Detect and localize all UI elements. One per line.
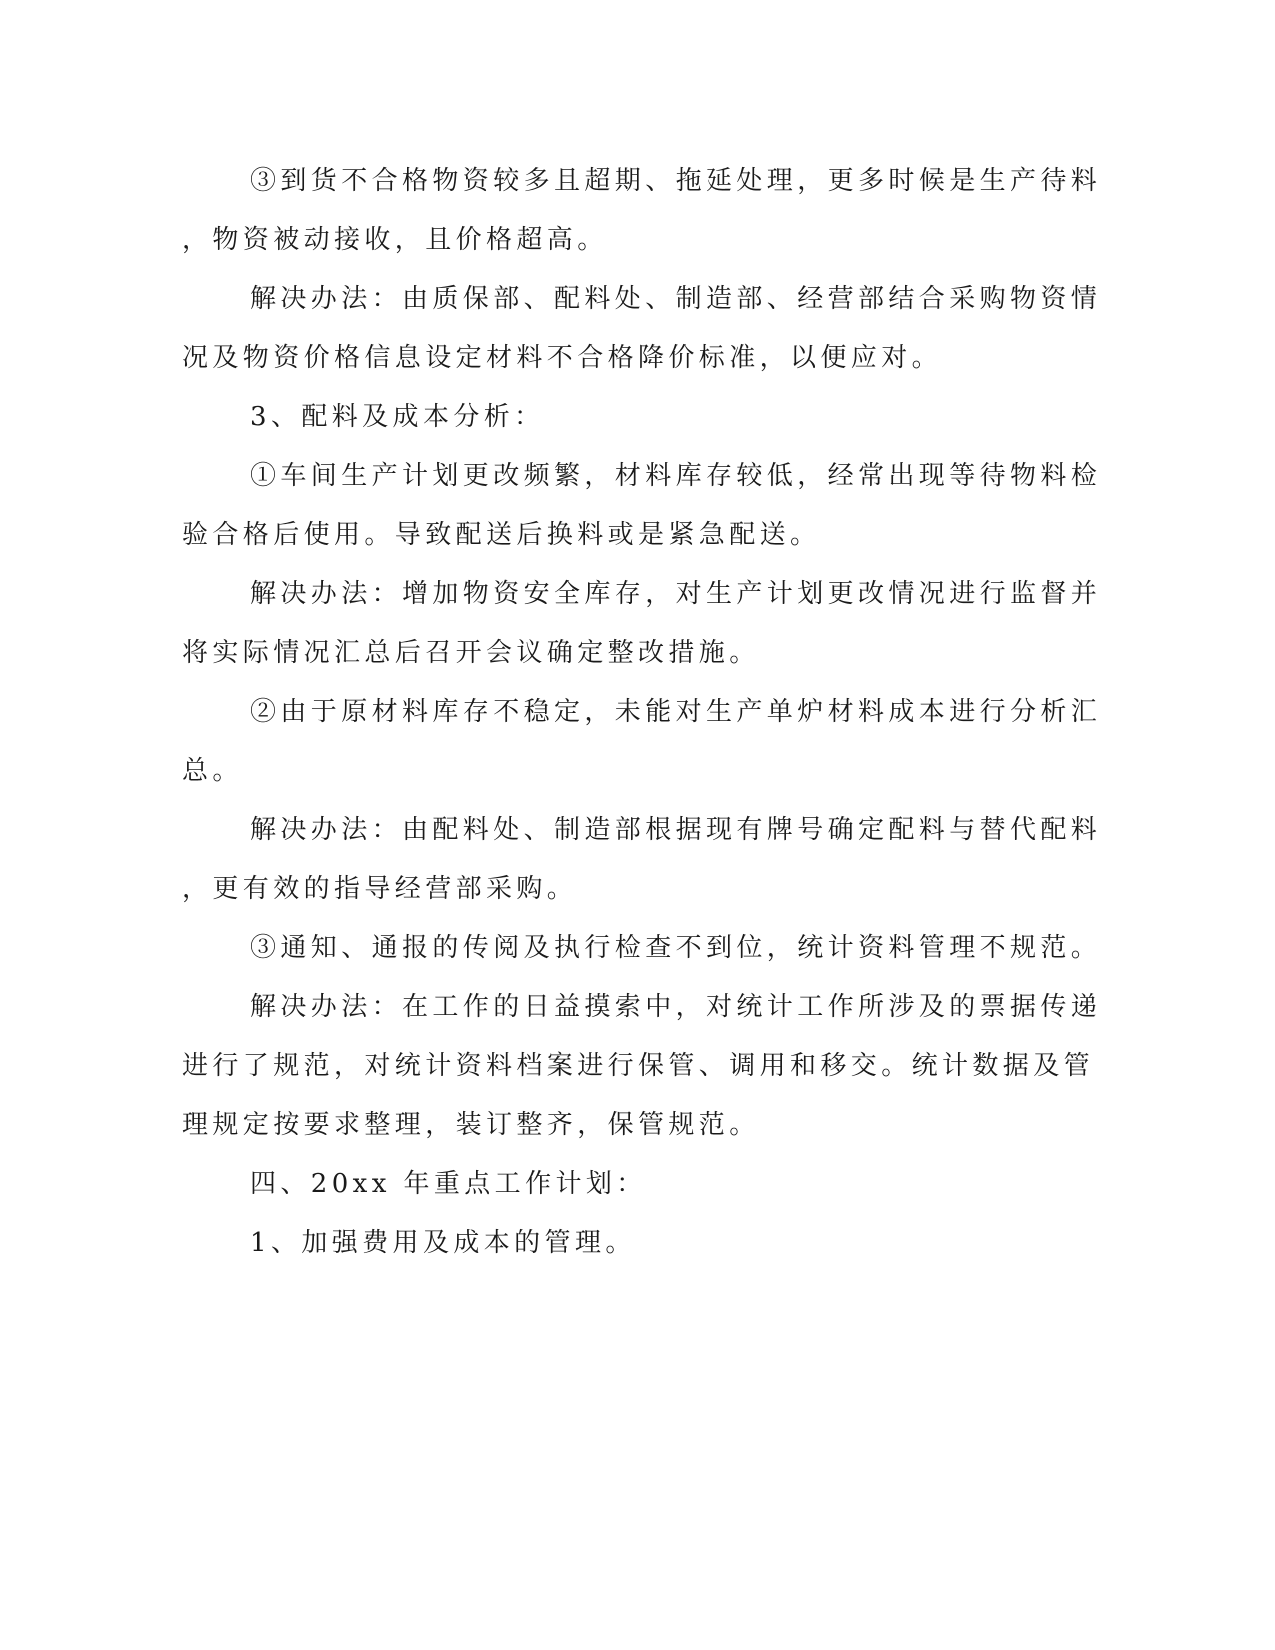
paragraph-line: 况及物资价格信息设定材料不合格降价标准，以便应对。 xyxy=(182,343,943,373)
paragraph-line: ②由于原材料库存不稳定，未能对生产单炉材料成本进行分析汇 xyxy=(250,697,1102,727)
paragraph-line: 理规定按要求整理，装订整齐，保管规范。 xyxy=(182,1110,760,1140)
paragraph-line: 总。 xyxy=(182,756,243,786)
paragraph-line: 解决办法：由质保部、配料处、制造部、经营部结合采购物资情 xyxy=(250,284,1102,314)
paragraph-line: ③到货不合格物资较多且超期、拖延处理，更多时候是生产待料 xyxy=(250,166,1102,196)
section-heading: 1、加强费用及成本的管理。 xyxy=(250,1228,636,1258)
paragraph-line: ③通知、通报的传阅及执行检查不到位，统计资料管理不规范。 xyxy=(250,933,1102,963)
paragraph-line: 解决办法：由配料处、制造部根据现有牌号确定配料与替代配料 xyxy=(250,815,1102,845)
paragraph-line: ①车间生产计划更改频繁，材料库存较低，经常出现等待物料检 xyxy=(250,461,1102,491)
section-heading: 四、20xx 年重点工作计划： xyxy=(250,1169,647,1199)
paragraph-line: ，更有效的指导经营部采购。 xyxy=(182,874,578,904)
section-heading: 3、配料及成本分析： xyxy=(250,402,545,432)
paragraph-line: 解决办法：在工作的日益摸索中，对统计工作所涉及的票据传递 xyxy=(250,992,1102,1022)
paragraph-line: 验合格后使用。导致配送后换料或是紧急配送。 xyxy=(182,520,821,550)
paragraph-line: 进行了规范，对统计资料档案进行保管、调用和移交。统计数据及管 xyxy=(182,1051,1095,1081)
paragraph-line: ，物资被动接收，且价格超高。 xyxy=(182,225,608,255)
paragraph-line: 将实际情况汇总后召开会议确定整改措施。 xyxy=(182,638,760,668)
paragraph-line: 解决办法：增加物资安全库存，对生产计划更改情况进行监督并 xyxy=(250,579,1102,609)
